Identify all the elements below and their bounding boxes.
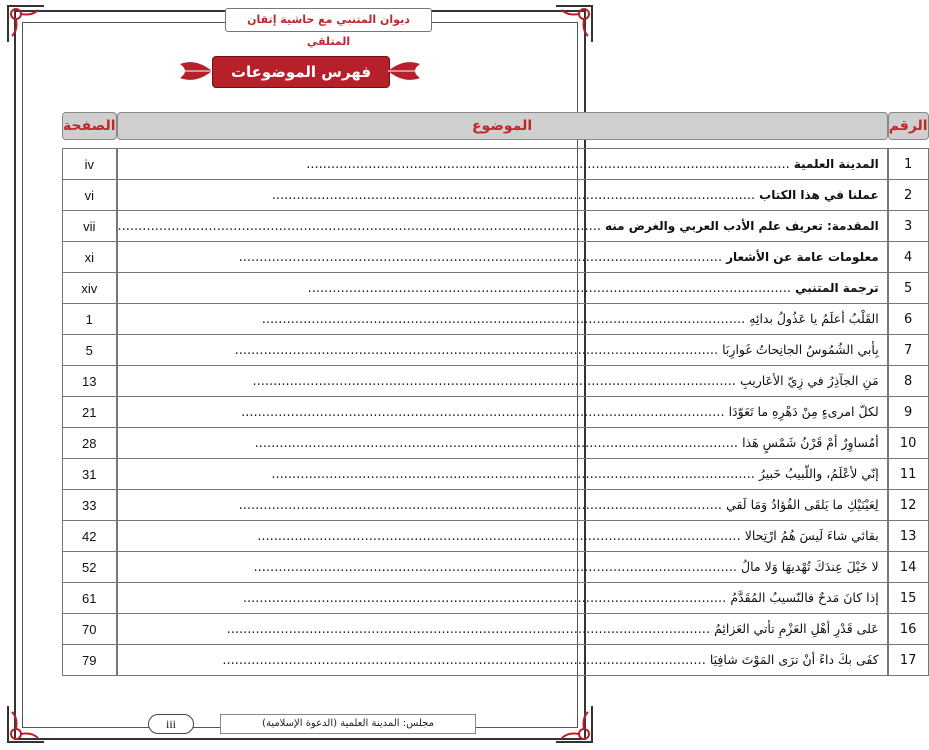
row-title-cell — [117, 552, 888, 583]
row-title-cell — [117, 335, 888, 366]
table-row — [62, 428, 929, 459]
row-title: ترجمة المتنبي — [795, 280, 879, 295]
leader-dots: ..................................................................................................................... — [306, 156, 790, 172]
row-title: بِأبي الشُمُوسُ الجانِحاتُ غَوارِبَا — [722, 342, 879, 357]
row-page: 42 — [62, 521, 117, 552]
corner-ornament-icon — [552, 2, 596, 46]
row-title-cell — [117, 614, 888, 645]
row-title-cell — [117, 521, 888, 552]
row-title-cell — [117, 242, 888, 273]
row-page: vi — [62, 180, 117, 211]
row-title: المدينة العلمية — [793, 156, 879, 171]
table-row — [62, 366, 929, 397]
footer-publisher: مجلس: المدينة العلمية (الدعوة الإسلامية) — [220, 714, 476, 734]
row-number: 15 — [888, 583, 929, 614]
row-page: xi — [62, 242, 117, 273]
leader-dots: ..................................................................................................................... — [271, 187, 756, 203]
row-page: 21 — [62, 397, 117, 428]
table-row — [62, 148, 929, 180]
row-number: 2 — [888, 180, 929, 211]
table-row — [62, 180, 929, 211]
row-page: xiv — [62, 273, 117, 304]
row-title: إنّي لأعْلَمُ، واللّبيبُ خَبيرُ — [758, 466, 879, 481]
row-number: 9 — [888, 397, 929, 428]
row-page: 33 — [62, 490, 117, 521]
leaf-ornament-icon — [388, 56, 424, 86]
row-title-cell — [117, 148, 888, 180]
row-title-cell — [117, 304, 888, 335]
table-row — [62, 459, 929, 490]
table-row — [62, 583, 929, 614]
footer-page-number: iii — [148, 714, 194, 734]
row-page: 1 — [62, 304, 117, 335]
leader-dots: ..................................................................................................................... — [241, 405, 725, 420]
section-banner — [176, 52, 424, 90]
table-row — [62, 614, 929, 645]
leader-dots: ..................................................................................................................... — [222, 653, 706, 668]
row-title: عملنا في هذا الكتاب — [759, 187, 879, 202]
row-title: القَلْبُ أعلَمُ يا عَذُولُ بدائِهِ — [749, 311, 879, 326]
row-title-cell — [117, 397, 888, 428]
row-number: 17 — [888, 645, 929, 676]
table-row — [62, 304, 929, 335]
leader-dots: ..................................................................................................................... — [307, 280, 792, 296]
row-title-cell — [117, 583, 888, 614]
row-title-cell — [117, 366, 888, 397]
leader-dots: ..................................................................................................................... — [252, 374, 736, 389]
page-footer — [130, 712, 480, 734]
book-title-header: ديوان المتنبي مع حاشية إتقان المتلقي — [225, 8, 432, 32]
column-header-page: الصفحة — [62, 112, 117, 140]
table-row — [62, 552, 929, 583]
corner-ornament-icon — [4, 2, 48, 46]
leader-dots: ..................................................................................................................... — [234, 343, 719, 358]
row-title: عَلى قَدْرِ أهْلِ العَزْمِ تأتي العَزائِمُ — [714, 621, 879, 636]
row-page: 13 — [62, 366, 117, 397]
table-body — [62, 148, 929, 676]
row-page: 79 — [62, 645, 117, 676]
table-row — [62, 397, 929, 428]
row-title-cell — [117, 211, 888, 242]
leader-dots: ..................................................................................................................... — [257, 529, 741, 544]
row-number: 5 — [888, 273, 929, 304]
leader-dots: ..................................................................................................................... — [238, 498, 723, 513]
index-banner-label: فهرس الموضوعات — [212, 56, 390, 88]
row-number: 1 — [888, 148, 929, 180]
table-header-row — [62, 112, 929, 140]
row-title: مَنِ الجآذِرُ في زِيّ الأعَاريبِ — [739, 373, 879, 388]
row-number: 14 — [888, 552, 929, 583]
row-number: 16 — [888, 614, 929, 645]
row-title: لا خَيْلَ عِندَكَ تُهْديهَا وَلا مالُ — [741, 559, 879, 574]
row-title: لِعَيْنَيْكِ ما يَلقَى الفُؤادُ وَمَا لَقي — [726, 497, 879, 512]
row-number: 3 — [888, 211, 929, 242]
row-title-cell — [117, 490, 888, 521]
row-page: 52 — [62, 552, 117, 583]
row-number: 8 — [888, 366, 929, 397]
row-page: vii — [62, 211, 117, 242]
row-number: 6 — [888, 304, 929, 335]
row-title: إذا كانَ مَدحٌ فالنّسيبُ المُقَدَّمُ — [730, 590, 879, 605]
leader-dots: ..................................................................................................................... — [254, 436, 739, 451]
table-row — [62, 521, 929, 552]
row-title: لكلّ امرىءٍ مِنْ دَهْرِهِ ما تَعَوّدَا — [728, 404, 879, 419]
row-page: 28 — [62, 428, 117, 459]
row-title-cell — [117, 428, 888, 459]
corner-ornament-icon — [552, 702, 596, 746]
row-page: iv — [62, 148, 117, 180]
leader-dots: ..................................................................................................................... — [261, 312, 746, 327]
leader-dots: ..................................................................................................................... — [226, 622, 711, 637]
table-row — [62, 490, 929, 521]
table-row — [62, 645, 929, 676]
table-row — [62, 242, 929, 273]
leader-dots: ..................................................................................................................... — [253, 560, 738, 575]
row-page: 5 — [62, 335, 117, 366]
row-title-cell — [117, 459, 888, 490]
row-title: كفَى بكَ داءً أنْ ترَى المَوْتَ شافِيَا — [709, 652, 879, 667]
table-row — [62, 335, 929, 366]
row-title-cell — [117, 273, 888, 304]
row-title-cell — [117, 180, 888, 211]
row-page: 70 — [62, 614, 117, 645]
row-number: 4 — [888, 242, 929, 273]
row-title: أمُساوِرٌ أمْ قَرْنُ شَمْسٍ هَذا — [742, 435, 879, 450]
row-page: 31 — [62, 459, 117, 490]
row-title: معلومات عامة عن الأشعار — [726, 249, 879, 264]
row-title: بقائي شاءَ لَيسَ هُمُ ارْتِحالا — [744, 528, 879, 543]
column-header-topic: الموضوع — [117, 112, 888, 140]
row-page: 61 — [62, 583, 117, 614]
row-number: 12 — [888, 490, 929, 521]
leader-dots: ..................................................................................................................... — [238, 249, 723, 265]
table-row — [62, 273, 929, 304]
row-number: 13 — [888, 521, 929, 552]
row-title: المقدمة: تعريف علم الأدب العربي والغرض منه — [605, 218, 879, 233]
table-row — [62, 211, 929, 242]
table-of-contents — [62, 112, 929, 676]
leader-dots: ..................................................................................................................... — [242, 591, 727, 606]
row-number: 7 — [888, 335, 929, 366]
corner-ornament-icon — [4, 702, 48, 746]
leader-dots: ..................................................................................................................... — [117, 218, 601, 234]
column-header-number: الرقم — [888, 112, 929, 140]
leaf-ornament-icon — [176, 56, 212, 86]
row-number: 11 — [888, 459, 929, 490]
leader-dots: ..................................................................................................................... — [271, 467, 755, 482]
row-title-cell — [117, 645, 888, 676]
row-number: 10 — [888, 428, 929, 459]
